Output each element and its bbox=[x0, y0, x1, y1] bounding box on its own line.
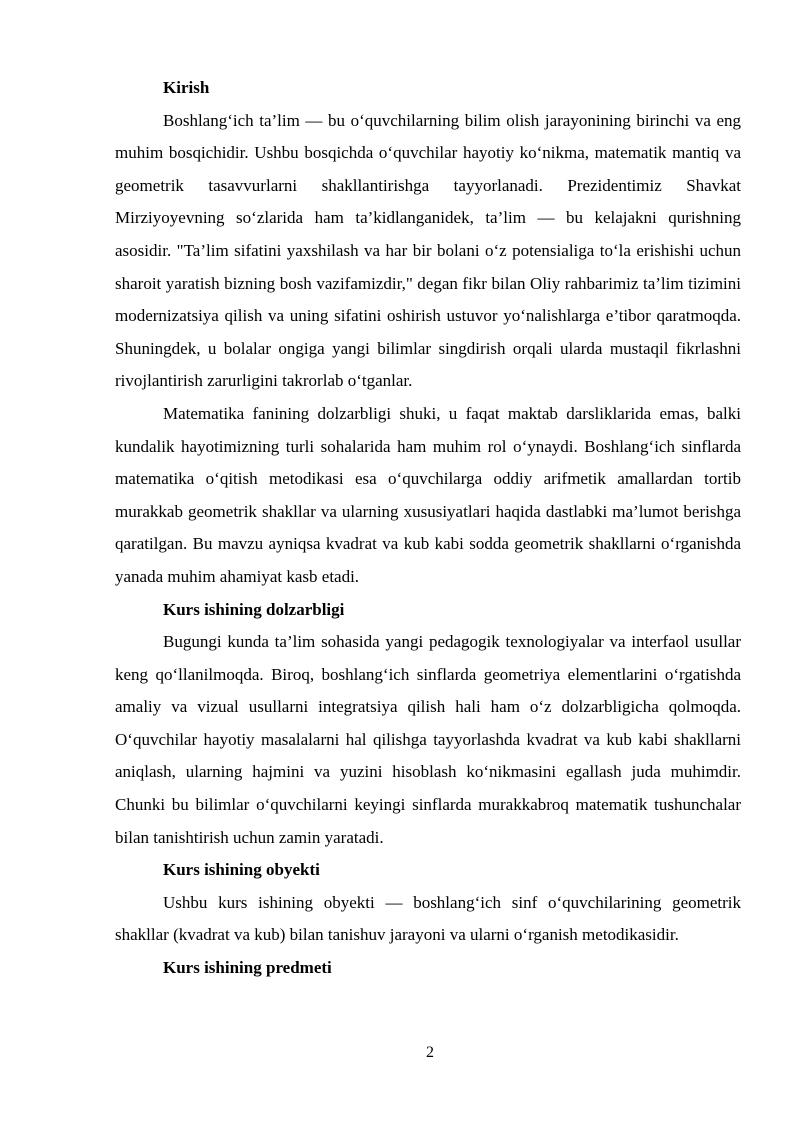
document-page bbox=[115, 72, 741, 985]
page-number: 2 bbox=[426, 1044, 434, 1061]
section-heading-predmeti: Kurs ishining predmeti bbox=[163, 958, 332, 978]
paragraph: Bugungi kunda ta’lim sohasida yangi pedagogik texnologiyalar va interfaol usullar keng qo‘llanilmoqda. Biroq, boshlang‘ich sinflarda geometriya elementlarini o‘rgatishda amaliy va vizual usullarni integratsiya qilish hali ham o‘z dolzarbligicha qolmoqda. O‘quvchilar hayotiy masalalarni hal qilishga tayyorlashda kvadrat va kub kabi shakllarni aniqlash, ularning hajmini va yuzini hisoblash ko‘nikmasini egallash juda muhimdir. Chunki bu bilimlar o‘quvchilarni keyingi sinflarda murakkabroq matematik tushunchalar bilan tanishtirish uchun zamin yaratadi. bbox=[115, 632, 741, 847]
section-heading-obyekti: Kurs ishining obyekti bbox=[163, 860, 320, 880]
paragraph: Matematika fanining dolzarbligi shuki, u faqat maktab darsliklarida emas, balki kundalik hayotimizning turli sohalarida ham muhim rol o‘ynaydi. Boshlang‘ich sinflarda matematika o‘qitish metodikasi esa o‘quvchilarga oddiy arifmetik amallardan tortib murakkab geometrik shakllar va ularning xususiyatlari haqida dastlabki ma’lumot berishga qaratilgan. Bu mavzu ayniqsa kvadrat va kub kabi sodda geometrik shakllarni o‘rganishda yanada muhim ahamiyat kasb etadi. bbox=[115, 403, 741, 586]
section-heading-dolzarbligi: Kurs ishining dolzarbligi bbox=[163, 599, 345, 619]
paragraph: Ushbu kurs ishining obyekti — boshlang‘ich sinf o‘quvchilarining geometrik shakllar (kvadrat va kub) bilan tanishuv jarayoni va ularni o‘rganish metodikasidir. bbox=[115, 892, 741, 945]
section-heading-kirish: Kirish bbox=[163, 78, 210, 97]
paragraph: Boshlang‘ich ta’lim — bu o‘quvchilarning bilim olish jarayonining birinchi va eng muhim bosqichidir. Ushbu bosqichda o‘quvchilar hayotiy ko‘nikma, matematik mantiq va geometrik tasavvurlarni shakllantirishga tayyorlanadi. Prezidentimiz Shavkat Mirziyoyevning so‘zlarida ham ta’kidlanganidek, ta’lim — bu kelajakni qurishning asosidir. "Ta’lim sifatini yaxshilash va har bir bolani o‘z potensialiga to‘la erishishi uchun sharoit yaratish bizning bosh vazifamizdir," degan fikr bilan Oliy rahbarimiz ta’lim tizimini modernizatsiya qilish va uning sifatini oshirish ustuvor yo‘nalishlarga e’tibor qaratmoqda. Shuningdek, u bolalar ongiga yangi bilimlar singdirish orqali ularda mustaqil fikrlashni rivojlantirish zarurligini takrorlab o‘tganlar. bbox=[115, 110, 741, 391]
